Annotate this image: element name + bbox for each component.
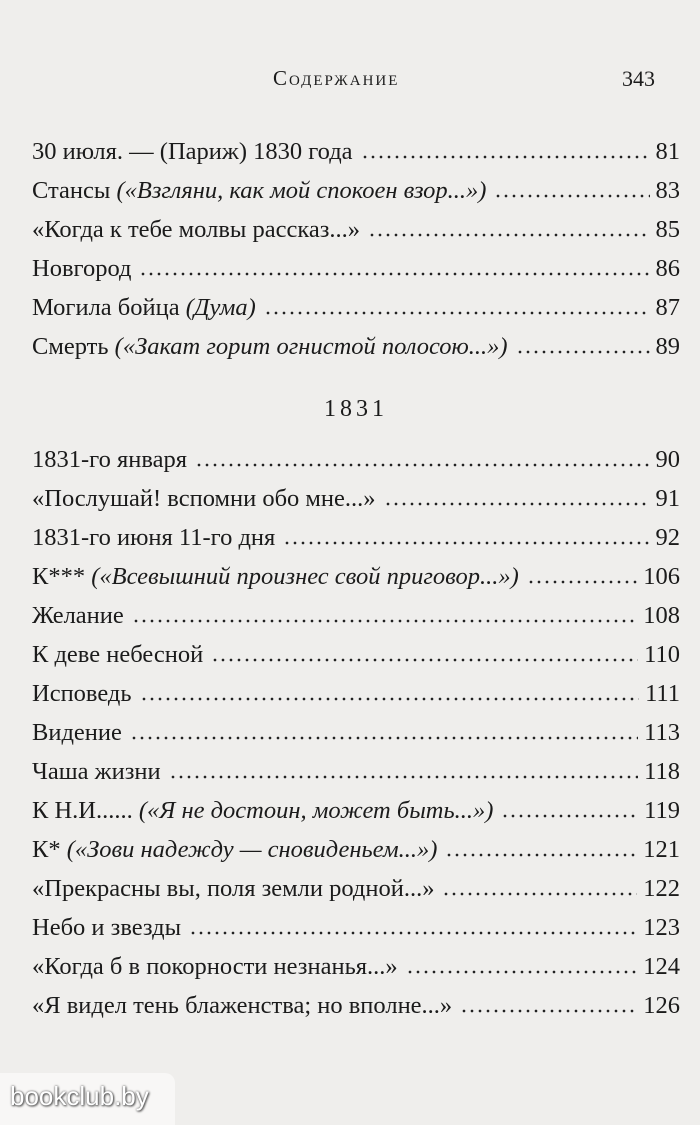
toc-entry-subtitle: («Я не достоин, может быть...») (138, 797, 494, 824)
toc-entry (32, 953, 680, 992)
toc-entry (32, 524, 680, 563)
toc-entry (32, 177, 680, 216)
toc-entry-main-title: «Прекрасны вы, поля земли родной...» (32, 875, 435, 902)
toc-entry-main-title: Смерть (32, 333, 115, 360)
toc-entry-title (32, 138, 353, 166)
toc-entry-page: 110 (644, 641, 680, 668)
toc-entry-subtitle: («Всевышний произнес свой приговор...») (91, 563, 519, 590)
section-heading-1831: 1831 (324, 396, 388, 422)
toc-entry-title (32, 524, 275, 552)
watermark (0, 1073, 175, 1125)
toc-entry-main-title: Исповедь (32, 680, 132, 707)
dot-leader (132, 603, 637, 623)
dot-leader (140, 681, 640, 701)
toc-entry-title (32, 797, 493, 825)
dot-leader (494, 178, 649, 198)
toc-entry-title (32, 485, 376, 513)
toc-entry-main-title: К деве небесной (32, 641, 204, 668)
toc-entry-main-title: Могила бойца (32, 294, 186, 321)
toc-entry-title (32, 563, 519, 591)
toc-entry-page: 126 (643, 992, 680, 1019)
toc-entry-title (32, 333, 508, 361)
dot-leader (442, 876, 637, 896)
toc-entry-subtitle: («Взгляни, как мой спокоен взор...») (116, 177, 487, 204)
toc-entry-page: 111 (645, 680, 680, 707)
toc-entry-page: 85 (655, 216, 680, 243)
toc-entry-page: 87 (655, 294, 680, 321)
dot-leader (211, 642, 638, 662)
toc-entry (32, 641, 680, 680)
toc-entry-main-title: «Я видел тень блаженства; но вполне...» (32, 992, 453, 1019)
toc-entry-page: 118 (644, 758, 680, 785)
toc-entry-main-title: «Послушай! вспомни обо мне...» (32, 485, 376, 512)
toc-entry (32, 294, 680, 333)
toc-entry-page: 89 (655, 333, 680, 360)
toc-entry-subtitle: («Зови надежду — сновиденьем...») (66, 836, 438, 863)
toc-entry (32, 216, 680, 255)
dot-leader (264, 295, 650, 315)
toc-entry (32, 446, 680, 485)
toc-entry-title (32, 914, 181, 942)
toc-entry-main-title: Новгород (32, 255, 132, 282)
toc-entry-title (32, 875, 434, 903)
toc-entry-main-title: Желание (32, 602, 124, 629)
toc-entry (32, 836, 680, 875)
toc-entry-title (32, 216, 360, 244)
dot-leader (501, 798, 638, 818)
toc-entry-page: 86 (655, 255, 680, 282)
toc-entry-page: 81 (655, 138, 680, 165)
toc-entry-subtitle: (Дума) (185, 294, 256, 321)
toc-entry (32, 992, 680, 1031)
toc-entry-title (32, 992, 452, 1020)
toc-entry-title (32, 758, 161, 786)
toc-entry-page: 92 (655, 524, 680, 551)
toc-entry (32, 680, 680, 719)
toc-entry (32, 914, 680, 953)
dot-leader (384, 486, 650, 506)
toc-entry-page: 106 (643, 563, 680, 590)
toc-entry-title (32, 719, 122, 747)
toc-entry-page: 119 (644, 797, 680, 824)
toc-entry-title (32, 294, 256, 322)
table-of-contents (32, 138, 680, 1031)
toc-entry-title (32, 836, 437, 864)
page-number: 343 (622, 66, 655, 91)
toc-entry-main-title: Небо и звезды (32, 914, 182, 941)
toc-entry-title (32, 602, 124, 630)
toc-entry-title (32, 680, 132, 708)
toc-group-1830 (32, 138, 680, 372)
toc-entry (32, 333, 680, 372)
dot-leader (169, 759, 639, 779)
toc-entry (32, 758, 680, 797)
toc-entry (32, 602, 680, 641)
toc-entry-title (32, 953, 398, 981)
toc-entry-page: 90 (655, 446, 680, 473)
running-header (0, 66, 700, 106)
toc-entry-main-title: «Когда к тебе молвы рассказ...» (32, 216, 361, 243)
dot-leader (361, 139, 650, 159)
toc-entry-main-title: К* (32, 836, 67, 863)
watermark-text: bookclub.by (10, 1081, 149, 1111)
toc-entry-main-title: К*** (32, 563, 92, 590)
dot-leader (445, 837, 637, 857)
toc-entry-main-title: «Когда б в покорности незнанья...» (32, 953, 398, 980)
toc-entry (32, 255, 680, 294)
toc-entry-page: 83 (655, 177, 680, 204)
header-title: Содержание (273, 66, 400, 90)
toc-entry-title (32, 255, 131, 283)
toc-entry-page: 113 (644, 719, 680, 746)
toc-entry-title (32, 446, 187, 474)
toc-entry-main-title: Видение (32, 719, 122, 746)
toc-entry-page: 123 (643, 914, 680, 941)
toc-entry (32, 563, 680, 602)
toc-entry-main-title: 30 июля. — (Париж) 1830 года (32, 138, 353, 165)
toc-entry-main-title: 1831-го января (32, 446, 187, 473)
toc-entry-page: 124 (643, 953, 680, 980)
dot-leader (189, 915, 637, 935)
toc-entry-page: 122 (643, 875, 680, 902)
toc-entry-main-title: 1831-го июня 11-го дня (32, 524, 276, 551)
toc-entry-title (32, 641, 203, 669)
toc-entry-page: 108 (643, 602, 680, 629)
dot-leader (460, 993, 637, 1013)
dot-leader (368, 217, 649, 237)
toc-entry (32, 719, 680, 758)
toc-entry (32, 485, 680, 524)
dot-leader (139, 256, 649, 276)
toc-group-1831 (32, 446, 680, 1031)
toc-entry-main-title: К Н.И...... (32, 797, 139, 824)
dot-leader (516, 334, 650, 354)
toc-entry-main-title: Стансы (32, 177, 117, 204)
toc-entry (32, 797, 680, 836)
toc-entry-page: 121 (643, 836, 680, 863)
toc-entry (32, 875, 680, 914)
toc-entry-page: 91 (655, 485, 680, 512)
dot-leader (130, 720, 638, 740)
dot-leader (283, 525, 649, 545)
toc-entry-main-title: Чаша жизни (32, 758, 161, 785)
toc-entry (32, 138, 680, 177)
toc-entry-title (32, 177, 486, 205)
dot-leader (406, 954, 638, 974)
dot-leader (527, 564, 638, 584)
dot-leader (195, 447, 650, 467)
toc-entry-subtitle: («Закат горит огнистой полосою...») (114, 333, 508, 360)
